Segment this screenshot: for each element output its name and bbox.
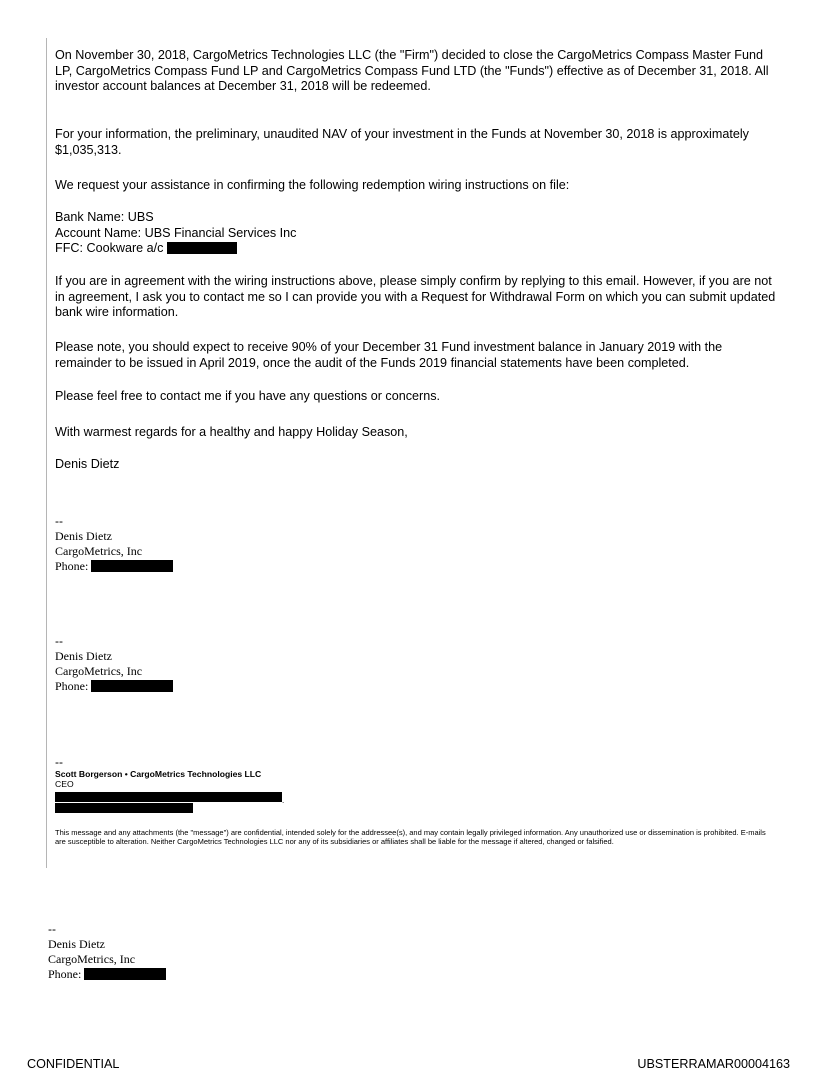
scott-name-line: Scott Borgerson • CargoMetrics Technologies LLC xyxy=(55,769,262,779)
quote-bar xyxy=(46,38,47,868)
signature-phone: Phone: xyxy=(55,559,173,574)
redaction-box xyxy=(167,242,237,254)
signature-dash: -- xyxy=(55,634,63,648)
signature-dash: -- xyxy=(48,922,56,936)
footer-confidential: CONFIDENTIAL xyxy=(27,1057,120,1071)
bank-name: Bank Name: UBS xyxy=(55,210,154,224)
redaction-box xyxy=(55,803,193,813)
signature-company: CargoMetrics, Inc xyxy=(55,664,143,678)
paragraph-payment-schedule: Please note, you should expect to receive 90% of your December 31 Fund investment balance in January 2019 with the remainder to be issued in April 2019, once the audit of the Funds 2019 financial statements have been completed. xyxy=(55,340,723,370)
scott-signature-dash: -- xyxy=(55,755,63,769)
sender-name: Denis Dietz xyxy=(55,457,120,471)
signature-block xyxy=(55,634,173,694)
footer-bates-number: UBSTERRAMAR00004163 xyxy=(637,1057,790,1071)
paragraph-regards: With warmest regards for a healthy and happy Holiday Season, xyxy=(55,425,408,439)
account-name: Account Name: UBS Financial Services Inc xyxy=(55,225,297,240)
signature-phone: Phone: xyxy=(55,679,173,694)
scott-signature xyxy=(55,769,261,789)
scott-title: CEO xyxy=(55,779,74,789)
signature-name: Denis Dietz xyxy=(48,937,105,951)
signature-company: CargoMetrics, Inc xyxy=(48,952,136,966)
signature-company: CargoMetrics, Inc xyxy=(55,544,143,558)
ffc-line xyxy=(55,241,780,257)
paragraph-nav: For your information, the preliminary, unaudited NAV of your investment in the Funds at November 30, 2018 is approximately $1,035,313. xyxy=(55,127,749,157)
redaction-box xyxy=(55,792,282,802)
redaction-trail: . xyxy=(282,796,285,805)
signature-block xyxy=(48,922,166,982)
paragraph-closure-notice: On November 30, 2018, CargoMetrics Technologies LLC (the "Firm") decided to close the CargoMetrics Compass Master Fund LP, CargoMetrics Compass Fund LP and CargoMetrics Compass Fund LTD (the "Funds") effective as of December 31, 2018. All investor account balances at December 31, 2018 will be redeemed. xyxy=(55,48,769,93)
paragraph-request: We request your assistance in confirming the following redemption wiring instructions on file: xyxy=(55,178,570,192)
wiring-instructions xyxy=(55,210,780,257)
paragraph-agreement: If you are in agreement with the wiring instructions above, please simply confirm by replying to this email. However, if you are not in agreement, I ask you to contact me so I can provide you with a Request for Withdrawal Form on which you can submit updated bank wire information. xyxy=(55,274,776,319)
signature-block xyxy=(55,514,173,574)
paragraph-contact: Please feel free to contact me if you have any questions or concerns. xyxy=(55,389,441,403)
signature-phone: Phone: xyxy=(48,967,166,982)
signature-dash: -- xyxy=(55,514,63,528)
legal-disclaimer: This message and any attachments (the "message") are confidential, intended solely for the addressee(s), and may contain legally privileged information. Any unauthorized use or dissemination is prohibited. E-mails are susceptible to alteration. Neither CargoMetrics Technologies LLC nor any of its subsidiaries or affiliates shall be liable for the message if altered, changed or falsified. xyxy=(55,828,766,847)
signature-name: Denis Dietz xyxy=(55,649,112,663)
redaction-box xyxy=(84,968,166,980)
redaction-box xyxy=(91,680,173,692)
signature-name: Denis Dietz xyxy=(55,529,112,543)
redaction-box xyxy=(91,560,173,572)
ffc-label: FFC: Cookware a/c xyxy=(55,241,164,255)
